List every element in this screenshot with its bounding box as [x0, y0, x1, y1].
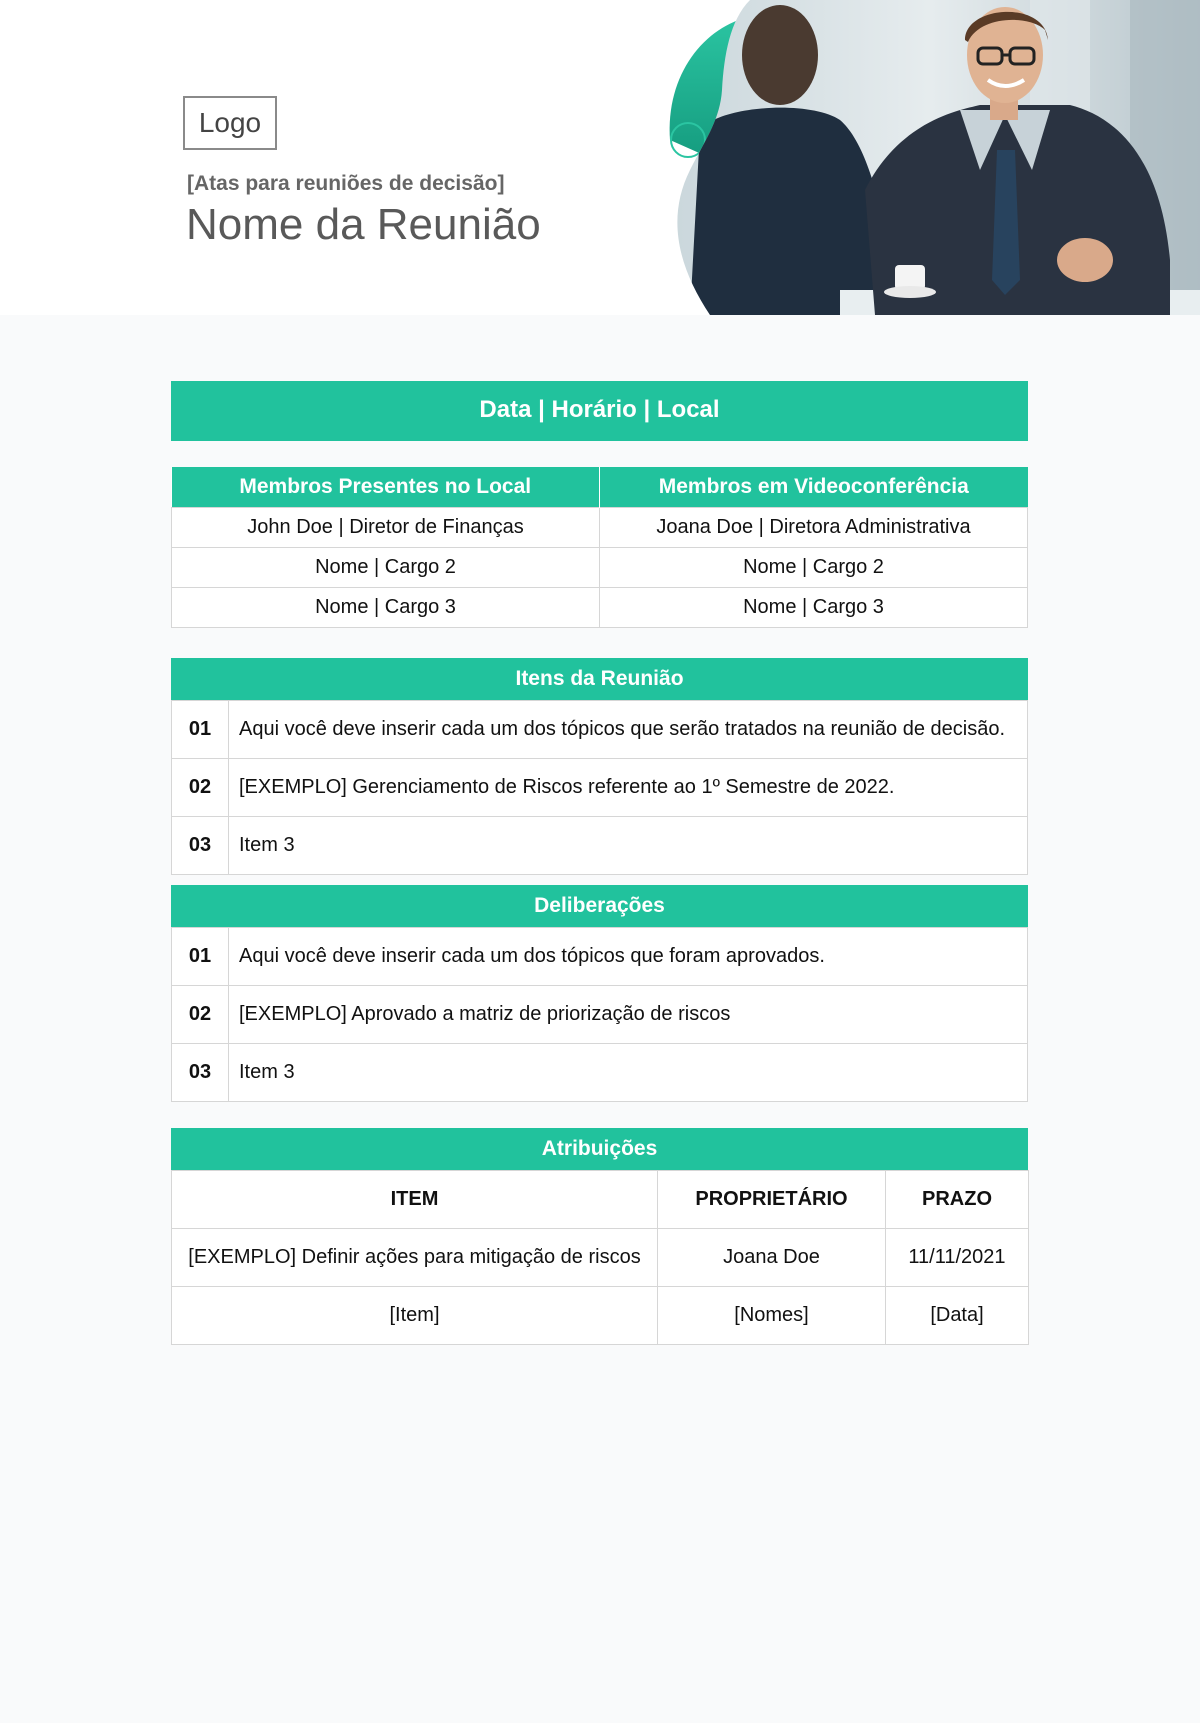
deliberation-number: 03: [172, 1044, 229, 1102]
deliberation-number: 02: [172, 986, 229, 1044]
member-cell: Nome | Cargo 2: [172, 547, 600, 587]
assignment-item: [Item]: [172, 1287, 658, 1345]
table-row: [172, 986, 1028, 1044]
table-row: [172, 701, 1028, 759]
member-cell: Nome | Cargo 3: [600, 587, 1028, 627]
meeting-items-title: Itens da Reunião: [171, 658, 1028, 700]
date-time-location-section: [171, 381, 1028, 441]
members-header-local: Membros Presentes no Local: [172, 467, 600, 507]
members-table: [171, 467, 1028, 628]
document-subtitle: [Atas para reuniões de decisão]: [187, 172, 505, 195]
item-number: 02: [172, 759, 229, 817]
assignments-header-deadline: PRAZO: [886, 1171, 1029, 1229]
item-number: 03: [172, 817, 229, 875]
member-cell: Joana Doe | Diretora Administrativa: [600, 507, 1028, 547]
assignment-deadline: 11/11/2021: [886, 1229, 1029, 1287]
meeting-items-table: [171, 700, 1028, 875]
member-cell: Nome | Cargo 2: [600, 547, 1028, 587]
assignment-item: [EXEMPLO] Definir ações para mitigação de riscos: [172, 1229, 658, 1287]
member-cell: Nome | Cargo 3: [172, 587, 600, 627]
table-row: [172, 587, 1028, 627]
table-row: [172, 1287, 1029, 1345]
table-row: [172, 759, 1028, 817]
deliberations-table: [171, 927, 1028, 1102]
table-row: [172, 1044, 1028, 1102]
meeting-items-section: [171, 658, 1028, 875]
deliberations-section: [171, 885, 1028, 1102]
date-time-location-bar: Data | Horário | Local: [171, 381, 1028, 441]
item-text: [EXEMPLO] Gerenciamento de Riscos referente ao 1º Semestre de 2022.: [229, 759, 1028, 817]
item-text: Item 3: [229, 817, 1028, 875]
members-header-video: Membros em Videoconferência: [600, 467, 1028, 507]
deliberation-text: Item 3: [229, 1044, 1028, 1102]
table-row: [172, 507, 1028, 547]
assignments-title: Atribuições: [171, 1128, 1028, 1170]
deliberation-text: Aqui você deve inserir cada um dos tópicos que foram aprovados.: [229, 928, 1028, 986]
assignment-deadline: [Data]: [886, 1287, 1029, 1345]
deliberations-title: Deliberações: [171, 885, 1028, 927]
table-row: [172, 817, 1028, 875]
members-section: [171, 467, 1028, 628]
meeting-title: Nome da Reunião: [186, 200, 541, 249]
assignments-table: [171, 1170, 1029, 1345]
assignments-header-owner: PROPRIETÁRIO: [658, 1171, 886, 1229]
assignment-owner: Joana Doe: [658, 1229, 886, 1287]
assignments-section: [171, 1128, 1028, 1345]
table-row: [172, 928, 1028, 986]
member-cell: John Doe | Diretor de Finanças: [172, 507, 600, 547]
table-row: [172, 547, 1028, 587]
item-text: Aqui você deve inserir cada um dos tópicos que serão tratados na reunião de decisão.: [229, 701, 1028, 759]
table-row: [172, 1229, 1029, 1287]
item-number: 01: [172, 701, 229, 759]
logo-placeholder: Logo: [183, 96, 277, 150]
deliberation-number: 01: [172, 928, 229, 986]
deliberation-text: [EXEMPLO] Aprovado a matriz de priorização de riscos: [229, 986, 1028, 1044]
business-meeting-photo: [660, 0, 1200, 315]
assignment-owner: [Nomes]: [658, 1287, 886, 1345]
header: [0, 0, 1200, 315]
assignments-header-item: ITEM: [172, 1171, 658, 1229]
